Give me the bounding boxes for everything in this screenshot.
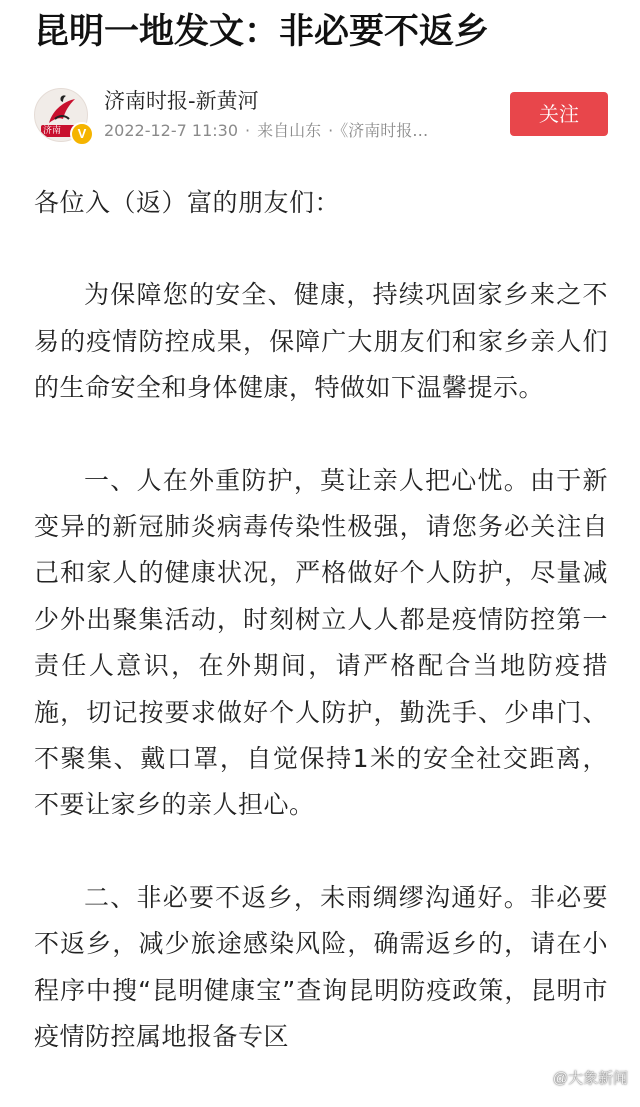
watermark: @大象新闻 <box>552 1070 628 1087</box>
post-date: 2022-12-7 11:30 <box>104 121 238 140</box>
verified-badge-icon: V <box>70 122 94 146</box>
section-two-paragraph: 二、非必要不返乡，未雨绸缪沟通好。非必要不返乡，减少旅途感染风险，确需返乡的，请在小程序中搜“昆明健康宝”查询昆明防疫政策，昆明市疫情防控属地报备专区 <box>34 882 608 1052</box>
greeting-paragraph: 各位入（返）富的朋友们： <box>34 188 341 217</box>
post-location: 来自山东 <box>257 121 322 140</box>
meta-separator: · <box>328 121 334 140</box>
article-title: 昆明一地发文：非必要不返乡 <box>34 12 490 52</box>
follow-button[interactable]: 关注 <box>510 92 608 136</box>
avatar-label: 济南 <box>43 126 62 136</box>
intro-paragraph: 为保障您的安全、健康，持续巩固家乡来之不易的疫情防控成果，保障广大朋友们和家乡亲人们的生命安全和身体健康，特做如下温馨提示。 <box>34 280 608 403</box>
section-one-paragraph: 一、人在外重防护，莫让亲人把心忧。由于新变异的新冠肺炎病毒传染性极强，请您务必关注自己和家人的健康状况，严格做好个人防护，尽量减少外出聚集活动，时刻树立人人都是疫情防控第一责任人意识，在外期间，请严格配合当地防疫措施，切记按要求做好个人防护，勤洗手、少串门、不聚集、戴口罩，自觉保持1米的安全社交距离，不要让家乡的亲人担心。 <box>34 465 608 820</box>
post-source[interactable]: 《济南时报… <box>340 121 429 140</box>
author-name[interactable]: 济南时报-新黄河 <box>104 89 259 113</box>
meta-separator: · <box>245 121 251 140</box>
post-meta <box>104 120 504 142</box>
author-bar <box>34 86 608 146</box>
article-body <box>34 180 608 1107</box>
